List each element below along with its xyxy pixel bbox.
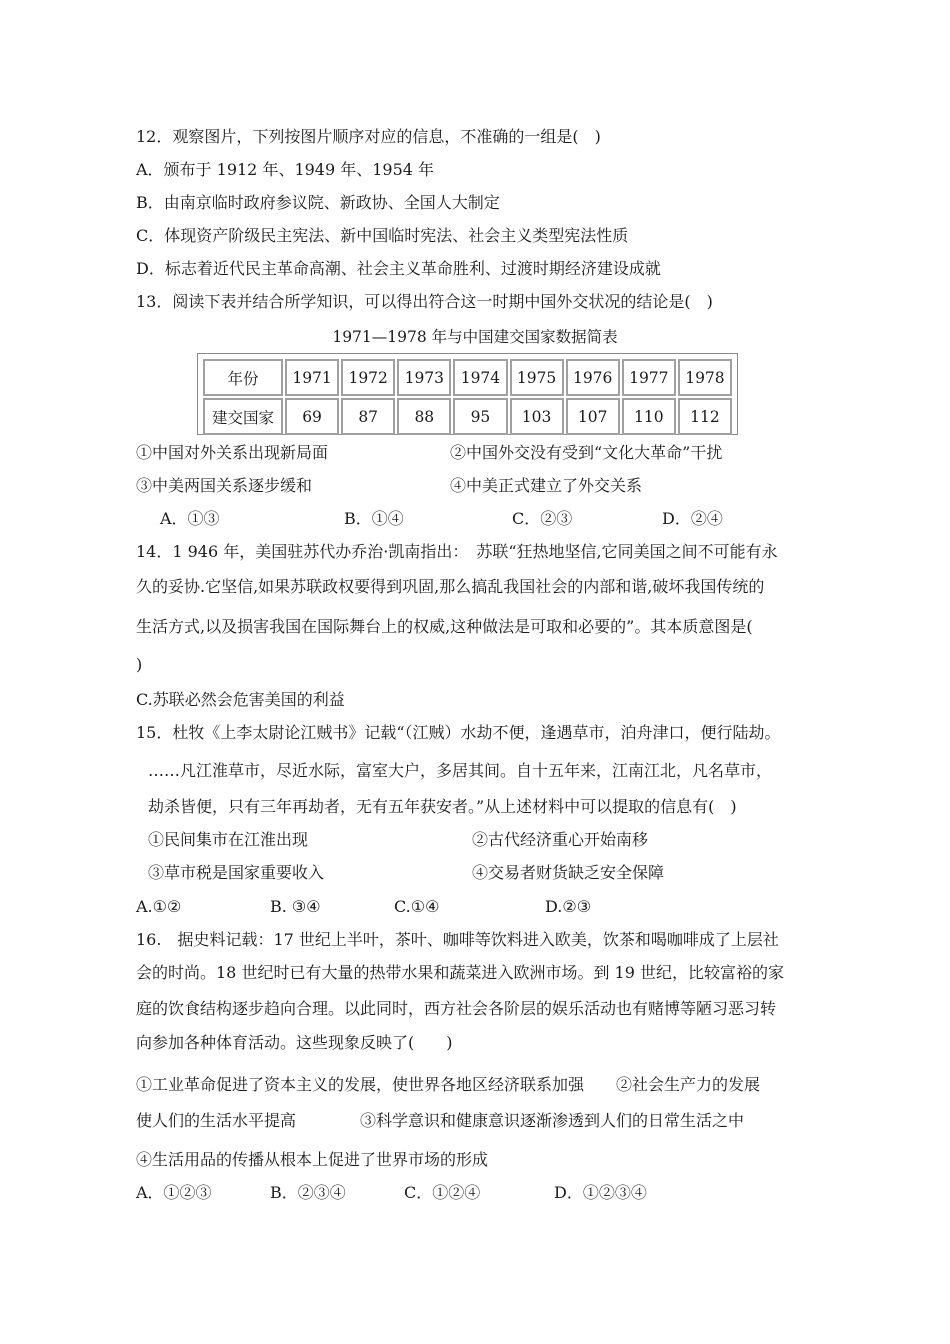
q16-line: ①工业革命促进了资本主义的发展，使世界各地区经济联系加强 ②社会生产力的发展 [136, 1075, 761, 1094]
q15-option-b: B. ③④ [270, 897, 321, 916]
table-cell: 69 [285, 398, 339, 435]
q15-line: 劫杀皆便，只有三年再劫者，无有五年获安者。”从上述材料中可以提取的信息有( ) [148, 797, 737, 816]
q14-line: 14．1 946 年，美国驻苏代办乔治·凯南指出： 苏联“狂热地坚信,它同美国之间不可能有永 [136, 542, 778, 561]
table-cell: 112 [678, 398, 732, 435]
q15-line: ……凡江淮草市，尽近水际，富室大户，多居其间。自十五年来，江南江北，凡名草市， [148, 761, 773, 780]
table-cell: 103 [510, 398, 564, 435]
table-cell: 107 [566, 398, 620, 435]
q15-option-a: A.①② [136, 897, 182, 916]
q15-statement-4: ④交易者财货缺乏安全保障 [472, 863, 665, 882]
q13-data-table [197, 353, 738, 435]
q14-line: 生活方式,以及损害我国在国际舞台上的权威,这种做法是可取和必要的”。其本质意图是( [136, 617, 753, 636]
table-cell: 1978 [678, 359, 732, 396]
table-cell: 88 [397, 398, 451, 435]
table-header-cell: 年份 [203, 359, 283, 396]
q15-option-d: D.②③ [545, 897, 592, 916]
q13-statement-3: ③中美两国关系逐步缓和 [136, 476, 313, 495]
q12-option-a: A．颁布于 1912 年、1949 年、1954 年 [136, 160, 435, 179]
q15-statement-1: ①民间集市在江淮出现 [148, 830, 309, 849]
q12-option-d: D．标志着近代民主革命高潮、社会主义革命胜利、过渡时期经济建设成就 [136, 259, 661, 278]
q14-line: ) [136, 655, 143, 674]
table-cell: 1974 [453, 359, 507, 396]
q15-option-c: C.①④ [394, 897, 440, 916]
q13-statement-4: ④中美正式建立了外交关系 [450, 476, 643, 495]
q12-option-c: C．体现资产阶级民主宪法、新中国临时宪法、社会主义类型宪法性质 [136, 226, 629, 245]
q12-stem: 12．观察图片，下列按图片顺序对应的信息，不准确的一组是( ) [136, 127, 601, 146]
table-cell: 1973 [397, 359, 451, 396]
table-cell: 1971 [285, 359, 339, 396]
table-cell: 1977 [622, 359, 676, 396]
table-cell: 87 [341, 398, 395, 435]
q15-statement-2: ②古代经济重心开始南移 [472, 830, 649, 849]
q13-option-a: A．①③ [160, 509, 220, 528]
table-header-cell: 建交国家 [203, 398, 283, 435]
q13-option-b: B．①④ [344, 509, 404, 528]
q15-statement-3: ③草市税是国家重要收入 [148, 863, 325, 882]
q14-option-c: C.苏联必然会危害美国的利益 [136, 690, 345, 709]
q16-option-c: C．①②④ [404, 1183, 481, 1202]
table-row [203, 398, 732, 435]
table-cell: 1972 [341, 359, 395, 396]
q16-line: 会的时尚。18 世纪时已有大量的热带水果和蔬菜进入欧洲市场。到 19 世纪，比较富裕的家 [136, 963, 784, 982]
q16-line: 庭的饮食结构逐步趋向合理。以此同时，西方社会各阶层的娱乐活动也有赌博等陋习恶习转 [136, 999, 777, 1018]
q16-option-b: B．②③④ [270, 1183, 346, 1202]
q13-statement-2: ②中国外交没有受到“文化大革命”干扰 [450, 443, 723, 462]
q16-line: 使人们的生活水平提高 ③科学意识和健康意识逐渐渗透到人们的日常生活之中 [136, 1111, 745, 1130]
q12-option-b: B．由南京临时政府参议院、新政协、全国人大制定 [136, 193, 500, 212]
table-cell: 110 [622, 398, 676, 435]
q13-table-caption: 1971—1978 年与中国建交国家数据简表 [332, 328, 618, 346]
table-cell: 1976 [566, 359, 620, 396]
q16-line: 向参加各种体育活动。这些现象反映了( ) [136, 1033, 453, 1052]
q16-line: ④生活用品的传播从根本上促进了世界市场的形成 [136, 1150, 489, 1169]
q16-option-a: A．①②③ [136, 1183, 212, 1202]
q13-option-d: D．②④ [662, 509, 723, 528]
q13-option-c: C．②③ [512, 509, 573, 528]
q14-line: 久的妥协.它坚信,如果苏联政权要得到巩固,那么搞乱我国社会的内部和谐,破坏我国传统的 [136, 577, 765, 596]
table-cell: 1975 [510, 359, 564, 396]
q13-statement-1: ①中国对外关系出现新局面 [136, 443, 329, 462]
table-cell: 95 [453, 398, 507, 435]
q13-stem: 13．阅读下表并结合所学知识，可以得出符合这一时期中国外交状况的结论是( ) [136, 292, 713, 311]
q16-option-d: D．①②③④ [554, 1183, 647, 1202]
q15-line: 15．杜牧《上李太尉论江贼书》记载“（江贼）水劫不便，逢遇草市，泊舟津口，便行陆劫。 [136, 723, 781, 742]
q16-line: 16. 据史料记载：17 世纪上半叶，茶叶、咖啡等饮料进入欧美，饮茶和喝咖啡成了上层社 [136, 930, 779, 949]
table-row [203, 359, 732, 396]
